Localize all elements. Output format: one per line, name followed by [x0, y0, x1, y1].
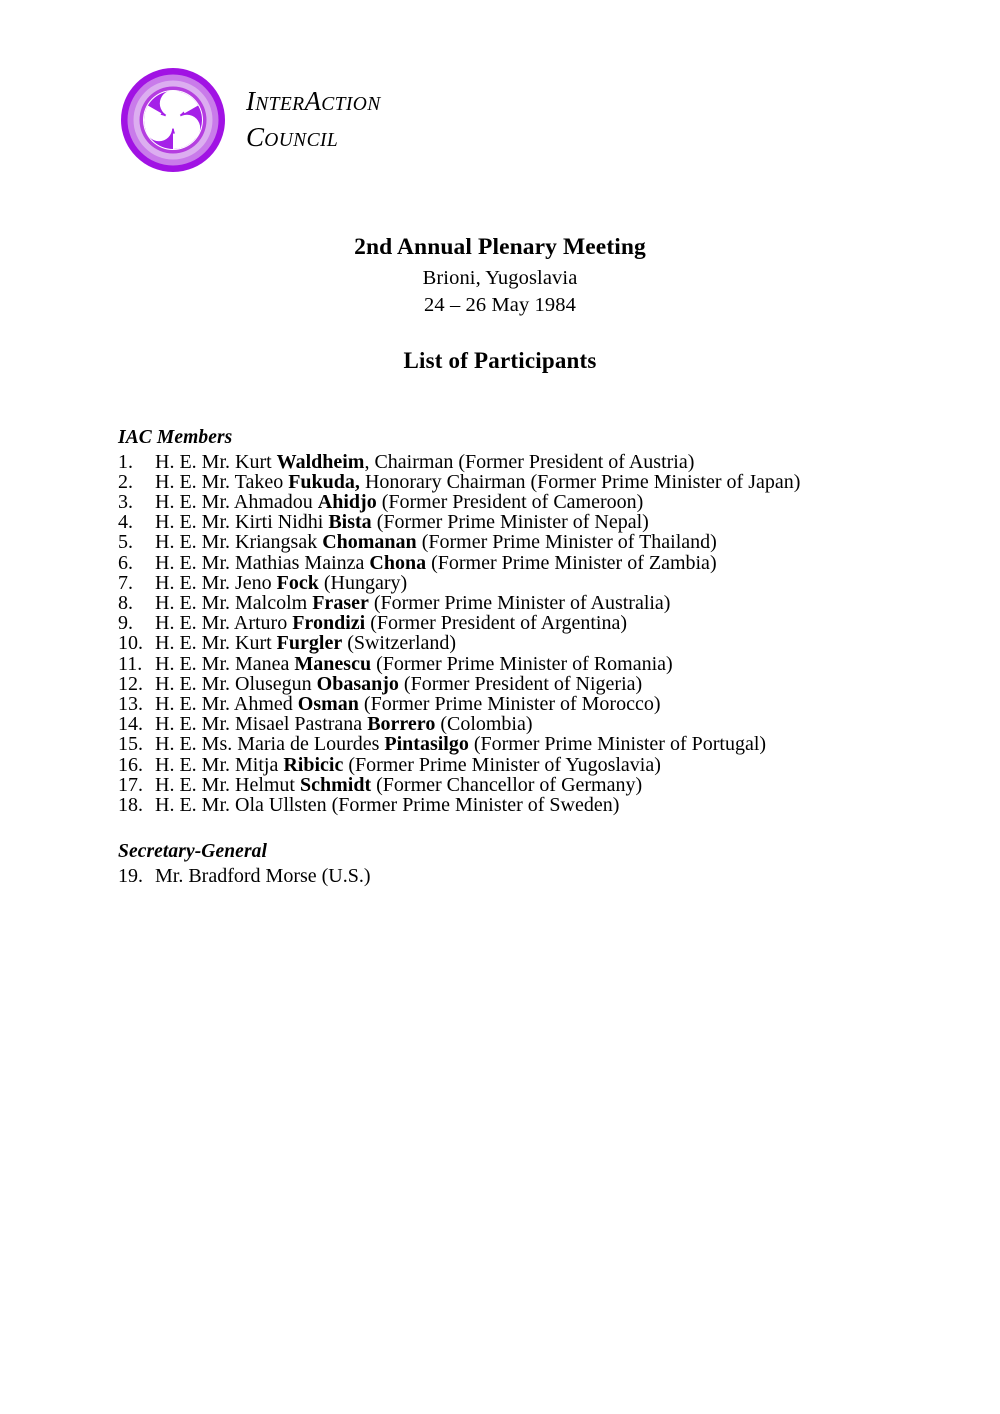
participant-list — [118, 428, 908, 886]
participant-name — [155, 734, 908, 754]
org-name-line-2 — [246, 120, 381, 155]
item-number: 8. — [118, 591, 133, 614]
surname: Osman — [297, 692, 359, 715]
surname: Frondizi — [292, 612, 366, 635]
surname: Fraser — [312, 591, 369, 614]
item-number: 10. — [118, 632, 143, 655]
list-item — [118, 654, 908, 674]
interaction-council-logo — [118, 62, 228, 176]
list-item — [118, 613, 908, 633]
item-number: 12. — [118, 672, 143, 695]
name-prefix: H. E. Ms. Maria de Lourdes — [155, 733, 385, 756]
name-prefix: H. E. Mr. Kurt — [155, 632, 277, 655]
name-prefix: H. E. Mr. Misael Pastrana — [155, 713, 368, 736]
letterhead — [118, 62, 381, 176]
participant-name — [155, 795, 908, 815]
item-number: 9. — [118, 612, 133, 635]
name-prefix: H. E. Mr. Kurt — [155, 450, 277, 473]
surname: Schmidt — [300, 773, 372, 796]
list-item — [118, 452, 908, 472]
participant-name — [155, 532, 908, 552]
meeting-title: 2nd Annual Plenary Meeting — [354, 234, 646, 260]
participant-name — [155, 633, 908, 653]
org-name-l1-action: CTION — [321, 93, 381, 115]
name-prefix: H. E. Mr. Mitja — [155, 753, 284, 776]
item-number: 7. — [118, 571, 133, 594]
name-prefix: H. E. Mr. Olusegun — [155, 672, 317, 695]
iac-members-list — [118, 452, 908, 816]
list-item — [118, 492, 908, 512]
name-suffix: (Former Prime Minister of Thailand) — [416, 531, 717, 554]
item-number: 11. — [118, 652, 143, 675]
name-suffix: (Former Chancellor of Germany) — [371, 773, 643, 796]
name-suffix: (Former Prime Minister of Yugoslavia) — [343, 753, 661, 776]
surname: Fock — [276, 571, 319, 594]
org-name-l1-cap-a: A — [304, 85, 322, 116]
name-suffix: (Former Prime Minister of Nepal) — [371, 511, 649, 534]
name-prefix: H. E. Mr. Kirti Nidhi — [155, 511, 329, 534]
surname: Ahidjo — [317, 490, 377, 513]
list-item — [118, 755, 908, 775]
participant-name — [155, 674, 908, 694]
name-prefix: H. E. Mr. Malcolm — [155, 591, 313, 614]
meeting-location: Brioni, Yugoslavia — [422, 266, 578, 289]
name-suffix: (Hungary) — [318, 571, 408, 594]
item-number: 18. — [118, 793, 143, 816]
list-item — [118, 573, 908, 593]
item-number: 5. — [118, 531, 133, 554]
meeting-dates: 24 – 26 May 1984 — [424, 293, 576, 316]
name-suffix: (Switzerland) — [342, 632, 457, 655]
logo-svg — [118, 62, 228, 176]
participant-name — [155, 755, 908, 775]
list-item — [118, 512, 908, 532]
org-name-l2-ouncil: OUNCIL — [264, 129, 339, 151]
name-prefix: H. E. Mr. Takeo — [155, 470, 289, 493]
item-number: 19. — [118, 864, 143, 887]
org-name-line-1 — [246, 84, 381, 119]
surname: Borrero — [367, 713, 436, 736]
participant-name — [155, 492, 908, 512]
section-heading-secretary-general: Secretary-General — [118, 841, 267, 863]
surname: Waldheim — [276, 450, 365, 473]
participant-name — [155, 512, 908, 532]
surname: Chona — [369, 551, 427, 574]
name-prefix: H. E. Mr. Kriangsak — [155, 531, 323, 554]
list-item — [118, 694, 908, 714]
participant-name — [155, 553, 908, 573]
name-suffix: (Former Prime Minister of Zambia) — [426, 551, 717, 574]
surname: Chomanan — [322, 531, 417, 554]
surname: Furgler — [276, 632, 343, 655]
list-item — [118, 633, 908, 653]
name-prefix: H. E. Mr. Manea — [155, 652, 295, 675]
item-number: 13. — [118, 692, 143, 715]
name-prefix: H. E. Mr. Arturo — [155, 612, 293, 635]
surname: Bista — [328, 511, 372, 534]
list-item — [118, 795, 908, 815]
organization-name — [246, 84, 381, 154]
item-number: 17. — [118, 773, 143, 796]
name-suffix: (Former Prime Minister of Morocco) — [358, 692, 661, 715]
name-suffix: (Former President of Nigeria) — [398, 672, 643, 695]
list-item — [118, 472, 908, 492]
page-title: List of Participants — [403, 347, 597, 373]
name-suffix: , Chairman (Former President of Austria) — [364, 450, 695, 473]
name-prefix: H. E. Mr. Ola Ullsten (Former Prime Minister of Sweden) — [155, 793, 620, 816]
participant-name — [155, 452, 908, 472]
list-item — [118, 714, 908, 734]
list-item — [118, 593, 908, 613]
surname: Fukuda, — [288, 470, 360, 493]
name-prefix: H. E. Mr. Helmut — [155, 773, 300, 796]
name-suffix: (Former Prime Minister of Australia) — [368, 591, 671, 614]
item-number: 16. — [118, 753, 143, 776]
list-item — [118, 775, 908, 795]
participant-name — [155, 694, 908, 714]
list-item — [118, 734, 908, 754]
surname: Ribicic — [283, 753, 344, 776]
org-name-l2-cap-c: C — [246, 121, 265, 152]
name-prefix: H. E. Mr. Ahmadou — [155, 490, 318, 513]
name-prefix: H. E. Mr. Jeno — [155, 571, 277, 594]
item-number: 6. — [118, 551, 133, 574]
item-number: 14. — [118, 713, 143, 736]
title-block — [0, 234, 1000, 374]
participant-name — [155, 654, 908, 674]
name-prefix: H. E. Mr. Mathias Mainza — [155, 551, 370, 574]
name-suffix: (Former President of Argentina) — [365, 612, 627, 635]
participant-name — [155, 573, 908, 593]
surname: Obasanjo — [316, 672, 399, 695]
item-number: 3. — [118, 490, 133, 513]
participant-name — [155, 775, 908, 795]
item-number: 2. — [118, 470, 133, 493]
item-number: 4. — [118, 511, 133, 534]
list-item — [118, 674, 908, 694]
name-suffix: Honorary Chairman (Former Prime Minister of Japan) — [359, 470, 801, 493]
section-heading-iac-members: IAC Members — [118, 427, 233, 448]
list-item — [118, 532, 908, 552]
name-prefix: H. E. Mr. Ahmed — [155, 692, 298, 715]
name-suffix: (Colombia) — [435, 713, 533, 736]
name-suffix: (Former Prime Minister of Portugal) — [468, 733, 767, 756]
secretary-general-list — [118, 866, 908, 886]
list-item — [118, 866, 908, 886]
participant-name — [155, 593, 908, 613]
participant-name — [155, 866, 908, 886]
list-item — [118, 553, 908, 573]
name-prefix: Mr. Bradford Morse (U.S.) — [155, 864, 371, 887]
item-number: 15. — [118, 733, 143, 756]
participant-name — [155, 613, 908, 633]
item-number: 1. — [118, 450, 133, 473]
participant-name — [155, 714, 908, 734]
surname: Pintasilgo — [384, 733, 469, 756]
name-suffix: (Former Prime Minister of Romania) — [371, 652, 673, 675]
org-name-l1-inter: NTER — [255, 93, 305, 115]
surname: Manescu — [294, 652, 372, 675]
name-suffix: (Former President of Cameroon) — [376, 490, 644, 513]
participant-name — [155, 472, 908, 492]
org-name-l1-cap-i: I — [246, 85, 256, 116]
